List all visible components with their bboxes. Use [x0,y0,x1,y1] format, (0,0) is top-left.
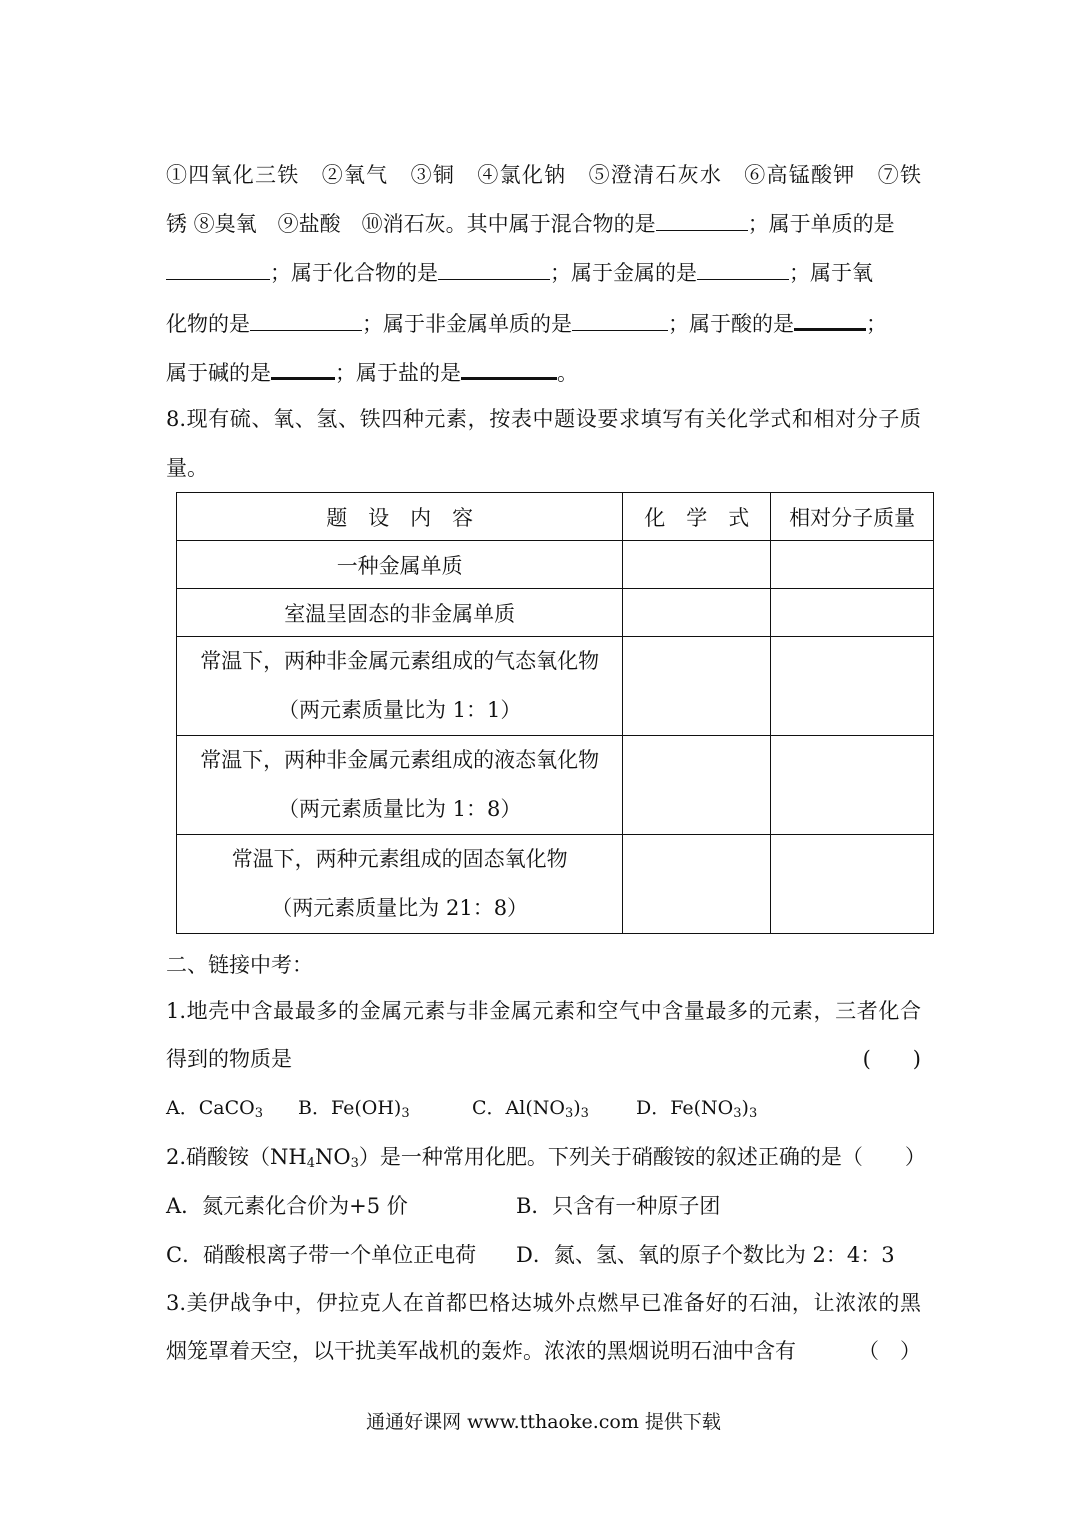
q8-table [176,492,934,934]
q7-line-2: 锈 ⑧臭氧 ⑨盐酸 ⑩消石灰。其中属于混合物的是 ；属于单质的是 [166,208,921,239]
mass-cell[interactable] [771,736,934,835]
formula-cell[interactable] [623,736,771,835]
blank-element[interactable] [166,257,270,280]
q7-line-4: 化物的是 ；属于非金属单质的是 ；属于酸的是 ； [166,306,921,339]
formula-cell[interactable] [623,589,771,637]
q2-stem: 2.硝酸铵$(NH_4NO_3)$是一种常用化肥。下列关于硝酸铵的叙述正确的是（ ） [166,1145,926,1171]
table-header-row [177,493,934,541]
mass-cell[interactable] [771,637,934,736]
mass-cell[interactable] [771,589,934,637]
option-c[interactable]: C．硝酸根离子带一个单位正电荷 [166,1243,477,1267]
q8-intro-line-1: 8.现有硫、氧、氢、铁四种元素，按表中题设要求填写有关化学式和相对分子质 [166,407,921,431]
blank-oxide[interactable] [250,308,362,331]
blank-mixture[interactable] [656,208,748,231]
row-description: 常温下，两种非金属元素组成的气态氧化物 （两元素质量比为 1：1） [177,637,623,736]
answer-paren[interactable]: （ ） [858,1339,921,1363]
q3-line-2: 烟笼罩着天空，以干扰美军战机的轰炸。浓浓的黑烟说明石油中含有 （ ） [166,1336,921,1366]
option-a[interactable]: A．CaCO$_3$ [166,1097,263,1121]
option-b[interactable]: B．$Fe(OH)_3$ [298,1097,410,1121]
option-d[interactable]: D．氮、氢、氧的原子个数比为 2：4：3 [516,1243,895,1267]
q3-line-1: 3.美伊战争中，伊拉克人在首都巴格达城外点燃早已准备好的石油，让浓浓的黑 [166,1291,921,1315]
header-content: 题 设 内 容 [177,493,623,541]
q8-intro-line-2: 量。 [166,456,208,480]
answer-paren[interactable]: ( ) [862,1047,921,1071]
blank-compound[interactable] [438,257,550,280]
table-row [177,637,934,736]
formula-cell[interactable] [623,541,771,589]
q7-line-1: ①四氧化三铁 ②氧气 ③铜 ④氯化钠 ⑤澄清石灰水 ⑥高锰酸钾 ⑦铁 [166,163,921,187]
table-row [177,835,934,934]
header-mass: 相对分子质量 [771,493,934,541]
row-description: 室温呈固态的非金属单质 [177,589,623,637]
table-row [177,541,934,589]
q1-line-1: 1.地壳中含最最多的金属元素与非金属元素和空气中含量最多的元素，三者化合 [166,999,921,1023]
option-a[interactable]: A．氮元素化合价为+5 价 [166,1194,408,1218]
option-b[interactable]: B．只含有一种原子团 [516,1194,721,1218]
header-formula: 化 学 式 [623,493,771,541]
blank-metal[interactable] [697,257,789,280]
table-row [177,589,934,637]
q7-line-3: ；属于化合物的是 ；属于金属的是 ；属于氧 [166,257,921,288]
blank-salt[interactable] [461,355,557,380]
row-description: 常温下，两种非金属元素组成的液态氧化物 （两元素质量比为 1：8） [177,736,623,835]
blank-nonmetal[interactable] [572,308,668,331]
q1-line-2: 得到的物质是 ( ) [166,1044,921,1074]
section-title: 二、链接中考： [166,953,313,977]
row-description: 一种金属单质 [177,541,623,589]
option-c[interactable]: C．$Al(NO_3)_3$ [472,1097,589,1121]
row-description: 常温下，两种元素组成的固态氧化物 （两元素质量比为 21：8） [177,835,623,934]
formula-cell[interactable] [623,637,771,736]
formula-cell[interactable] [623,835,771,934]
option-d[interactable]: D．$Fe(NO_3)_3$ [636,1097,758,1121]
blank-base[interactable] [271,355,335,380]
mass-cell[interactable] [771,541,934,589]
page-footer: 通通好课网 www.tthaoke.com 提供下载 [366,1411,721,1433]
q7-line-5: 属于碱的是 ；属于盐的是 。 [166,355,921,388]
table-row [177,736,934,835]
blank-acid[interactable] [794,306,866,331]
mass-cell[interactable] [771,835,934,934]
